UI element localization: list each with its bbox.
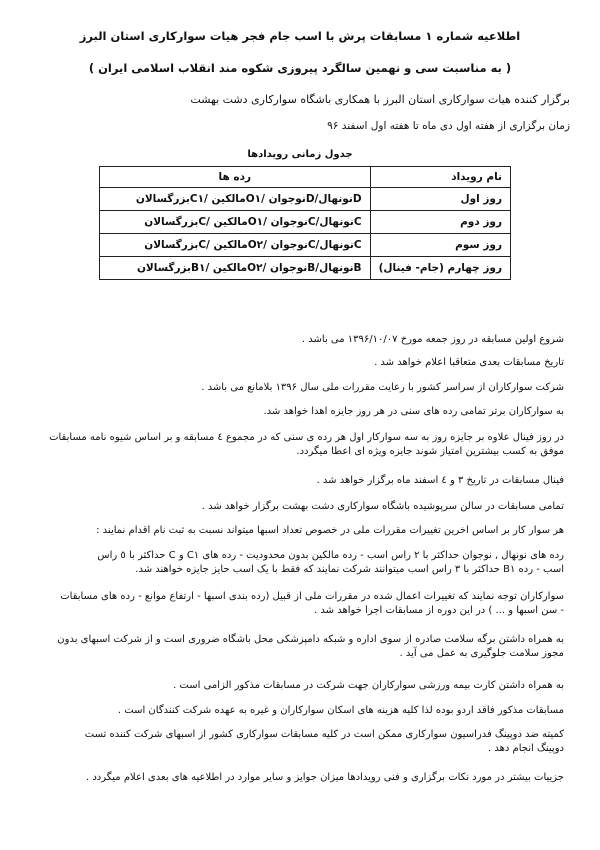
note-horse-limits: رده های نونهال , نوجوان حداکثر با ۲ راس اسب - رده مالکین بدون محدودیت - رده های C۱ و C حداکثر با ٥ راس اسب - رده B۱ حداکثر با ۳ راس اسب میتوانند شرکت نمایند که فقط با یک اسب حایز جایزه خواهند شد. bbox=[97, 550, 564, 575]
schedule-caption: جدول زمانی رویدادها bbox=[247, 149, 353, 160]
schedule-table bbox=[99, 166, 511, 280]
note-final-dates: فینال مسابقات در تاریخ ۳ و ٤ اسفند ماه برگزار خواهد شد . bbox=[316, 475, 564, 486]
schedule-row bbox=[100, 234, 511, 257]
note-venue: تمامی مسابقات در سالن سرپوشیده باشگاه سوارکاری دشت بهشت برگزار خواهد شد . bbox=[201, 501, 564, 512]
event-cell: روز اول bbox=[370, 188, 510, 211]
announcement-subtitle: ( به مناسبت سی و نهمین سالگرد پیروزی شکوه مند انقلاب اسلامی ایران ) bbox=[88, 61, 512, 75]
event-cell: روز سوم bbox=[370, 234, 510, 257]
event-cell: روز چهارم (جام- فینال) bbox=[370, 257, 510, 280]
classes-cell: Dنونهال/Dنوجوان /O۱مالکین /C۱بزرگسالان bbox=[100, 188, 371, 211]
note-participation: شرکت سوارکاران از سراسر کشور با رعایت مقررات ملی سال ۱۳۹۶ بلامانع می باشد . bbox=[201, 382, 564, 393]
note-doping: کمیته ضد دوپینگ فدراسیون سوارکاری ممکن است در کلیه مسابقات سوارکاری کشور از اسبهای شرکت کننده تست دوپینگ انجام دهد . bbox=[84, 729, 564, 754]
note-daily-prizes: به سوارکاران برتر تمامی رده های سنی در هر روز جایزه اهدا خواهد شد. bbox=[263, 406, 564, 417]
note-final-special-prize: در روز فینال علاوه بر جایزه روز به سه سوارکار اول هر رده ی سنی که در مجموع ٤ مسابقه و بر اساس شیوه نامه مسابقات موفق به کسب بیشترین امتیاز شوند جایزه ویژه ای اعطا میگردد. bbox=[49, 432, 564, 457]
event-column-header: نام رویداد bbox=[370, 167, 510, 188]
schedule-header-row bbox=[100, 167, 511, 188]
classes-cell: Cنونهال/Cنوجوان /O۲مالکین /Cبزرگسالان bbox=[100, 234, 371, 257]
schedule-row bbox=[100, 211, 511, 234]
note-insurance: به همراه داشتن کارت بیمه ورزشی سوارکاران جهت شرکت در مسابقات مذکور الزامی است . bbox=[173, 680, 564, 691]
note-rule-changes: سوارکاران توجه نمایند که تغییرات اعمال شده در مقررات ملی از قبیل (رده بندی اسبها - ارتفاع موانع - رده های مسابقات - سن اسبها و ... ) در این دوره از مسابقات اجرا خواهد شد . bbox=[60, 591, 564, 616]
note-first-race: شروع اولین مسابقه در روز جمعه مورخ ۱۳۹۶/۱۰/۰۷ می باشد . bbox=[301, 334, 564, 345]
schedule-row bbox=[100, 257, 511, 280]
note-further-details: جزییات بیشتر در مورد نکات برگزاری و فنی رویدادها میزان جوایز و سایر موارد در اطلاعیه های بعدی اعلام میگردد . bbox=[85, 772, 564, 783]
classes-column-header: رده ها bbox=[100, 167, 371, 188]
schedule-row bbox=[100, 188, 511, 211]
organizer-line: برگزار کننده هیات سوارکاری استان البرز با همکاری باشگاه سوارکاری دشت بهشت bbox=[190, 93, 570, 106]
note-next-dates: تاریخ مسابقات بعدی متعاقبا اعلام خواهد شد . bbox=[374, 357, 564, 368]
classes-cell: Bنونهال/Bنوجوان /O۲مالکین /B۱بزرگسالان bbox=[100, 257, 371, 280]
note-accommodation: مسابقات مذکور فاقد اردو بوده لذا کلیه هزینه های اسکان سوارکاران و غیره به عهده شرکت کنندگان است . bbox=[117, 705, 564, 716]
announcement-title: اطلاعیه شماره ۱ مسابقات پرش با اسب جام فجر هیات سوارکاری استان البرز bbox=[79, 29, 521, 43]
note-health-certificate: به همراه داشتن برگه سلامت صادره از سوی اداره و شبکه دامپزشکی محل باشگاه ضروری است و از شرکت اسبهای بدون مجوز سلامت جلوگیری به عمل می آید . bbox=[57, 634, 564, 659]
classes-cell: Cنونهال/Cنوجوان /O۱مالکین /Cبزرگسالان bbox=[100, 211, 371, 234]
period-line: زمان برگزاری از هفته اول دی ماه تا هفته اول اسفند ۹۶ bbox=[327, 120, 570, 132]
note-registration: هر سوار کار بر اساس اخرین تغییرات مقررات ملی در خصوص تعداد اسبها میتواند نسبت به ثبت نام اقدام نمایند : bbox=[96, 525, 564, 536]
event-cell: روز دوم bbox=[370, 211, 510, 234]
